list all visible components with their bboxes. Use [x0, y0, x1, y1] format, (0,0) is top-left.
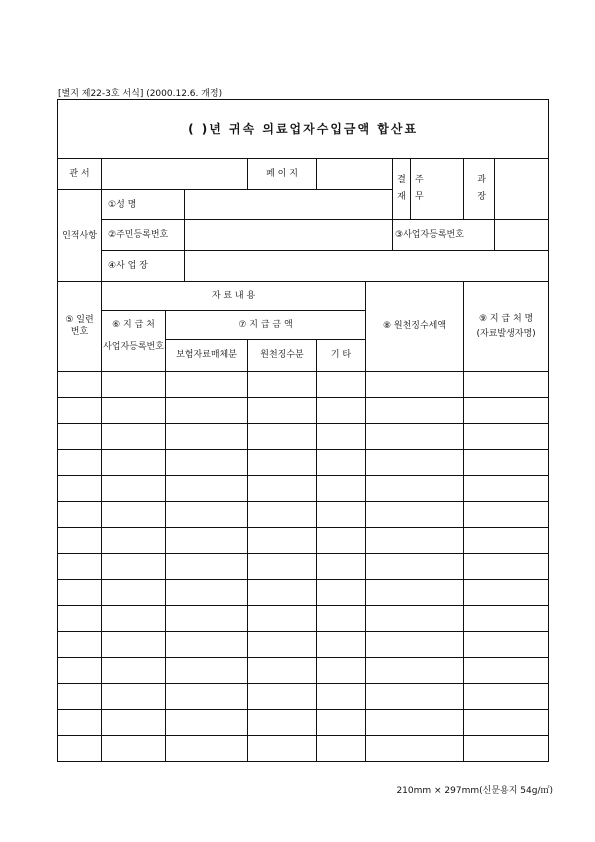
table-cell[interactable]: [366, 683, 464, 709]
table-cell[interactable]: [102, 735, 166, 761]
table-row: [58, 631, 549, 657]
table-cell[interactable]: [166, 449, 248, 475]
table-cell[interactable]: [248, 553, 317, 579]
table-cell[interactable]: [166, 527, 248, 553]
table-row: [58, 553, 549, 579]
table-cell[interactable]: [366, 527, 464, 553]
personal-section-label: 인적사항: [58, 190, 102, 282]
table-row: [58, 579, 549, 605]
resident-number-label: ②주민등록번호: [102, 220, 185, 251]
table-cell[interactable]: [464, 709, 549, 735]
table-cell[interactable]: [317, 657, 366, 683]
table-cell[interactable]: [58, 735, 102, 761]
table-cell[interactable]: [102, 527, 166, 553]
table-cell[interactable]: [366, 657, 464, 683]
table-cell[interactable]: [58, 501, 102, 527]
table-cell[interactable]: [58, 449, 102, 475]
form-title: ( )년 귀속 의료업자수입금액 합산표: [58, 100, 549, 159]
table-cell[interactable]: [102, 397, 166, 423]
table-cell[interactable]: [58, 527, 102, 553]
table-row: [58, 605, 549, 631]
table-cell[interactable]: [248, 735, 317, 761]
table-cell[interactable]: [166, 397, 248, 423]
table-cell[interactable]: [248, 371, 317, 397]
office-label: 관 서: [58, 159, 102, 190]
payment-amount-header: ⑦ 지 급 금 액: [166, 311, 366, 340]
table-cell[interactable]: [248, 423, 317, 449]
table-cell[interactable]: [58, 397, 102, 423]
table-cell[interactable]: [102, 423, 166, 449]
table-cell[interactable]: [464, 449, 549, 475]
table-cell[interactable]: [317, 475, 366, 501]
payer-registration-header: 사업자등록번호: [102, 340, 166, 372]
table-row: [58, 449, 549, 475]
table-cell[interactable]: [102, 709, 166, 735]
payer-name-sublabel: (자료발생자명): [476, 328, 536, 339]
table-cell[interactable]: [248, 657, 317, 683]
officer-label: 주 무: [411, 159, 464, 220]
table-cell[interactable]: [464, 553, 549, 579]
page-label: 페 이 지: [248, 159, 317, 190]
table-cell[interactable]: [102, 683, 166, 709]
table-cell[interactable]: [166, 423, 248, 449]
table-cell[interactable]: [248, 449, 317, 475]
payer-header: ⑥ 지 급 처: [102, 311, 166, 340]
table-cell[interactable]: [366, 709, 464, 735]
table-cell[interactable]: [464, 631, 549, 657]
table-cell[interactable]: [248, 475, 317, 501]
table-cell[interactable]: [58, 475, 102, 501]
summary-form-table: [57, 99, 549, 762]
table-cell[interactable]: [58, 657, 102, 683]
table-cell[interactable]: [102, 501, 166, 527]
other-header: 기 타: [317, 340, 366, 372]
form-reference: [별지 제22-3호 서식] (2000.12.6. 개정): [58, 89, 223, 99]
approval-label: 결 재: [393, 159, 411, 220]
table-cell[interactable]: [464, 501, 549, 527]
table-cell[interactable]: [366, 501, 464, 527]
name-field[interactable]: [185, 190, 393, 220]
table-cell[interactable]: [58, 423, 102, 449]
table-cell[interactable]: [58, 709, 102, 735]
payer-name-header: [464, 282, 549, 372]
table-cell[interactable]: [166, 475, 248, 501]
table-cell[interactable]: [166, 683, 248, 709]
table-cell[interactable]: [166, 501, 248, 527]
business-registration-field[interactable]: [495, 220, 549, 251]
table-cell[interactable]: [58, 605, 102, 631]
table-cell[interactable]: [464, 735, 549, 761]
table-cell[interactable]: [464, 605, 549, 631]
table-cell[interactable]: [317, 527, 366, 553]
table-cell[interactable]: [248, 579, 317, 605]
table-cell[interactable]: [102, 579, 166, 605]
table-row: [58, 423, 549, 449]
table-cell[interactable]: [248, 527, 317, 553]
table-cell[interactable]: [166, 657, 248, 683]
table-cell[interactable]: [366, 605, 464, 631]
serial-number-header: ⑤ 일련 번호: [58, 282, 102, 372]
table-row: [58, 527, 549, 553]
table-cell[interactable]: [102, 631, 166, 657]
data-content-header: 자 료 내 용: [102, 282, 366, 311]
table-cell[interactable]: [166, 579, 248, 605]
table-cell[interactable]: [102, 449, 166, 475]
table-cell[interactable]: [366, 397, 464, 423]
table-cell[interactable]: [317, 605, 366, 631]
business-place-label: ④사 업 장: [102, 251, 185, 282]
table-cell[interactable]: [464, 579, 549, 605]
table-cell[interactable]: [317, 423, 366, 449]
table-cell[interactable]: [248, 501, 317, 527]
table-row: [58, 501, 549, 527]
resident-number-field[interactable]: [185, 220, 393, 251]
table-cell[interactable]: [58, 553, 102, 579]
table-row: [58, 709, 549, 735]
table-cell[interactable]: [317, 735, 366, 761]
table-row: [58, 735, 549, 761]
table-row: [58, 397, 549, 423]
name-label: ①성 명: [102, 190, 185, 220]
chief-sign-field[interactable]: [495, 159, 549, 220]
table-cell[interactable]: [366, 553, 464, 579]
paper-size-note: 210mm × 297mm(신문용지 54g/㎡): [396, 786, 553, 796]
table-cell[interactable]: [464, 527, 549, 553]
table-cell[interactable]: [102, 605, 166, 631]
table-cell[interactable]: [58, 631, 102, 657]
table-cell[interactable]: [464, 683, 549, 709]
table-cell[interactable]: [366, 631, 464, 657]
table-cell[interactable]: [102, 475, 166, 501]
table-cell[interactable]: [166, 553, 248, 579]
table-cell[interactable]: [317, 449, 366, 475]
table-cell[interactable]: [248, 397, 317, 423]
table-cell[interactable]: [248, 605, 317, 631]
page-field[interactable]: [317, 159, 393, 190]
table-cell[interactable]: [317, 631, 366, 657]
table-cell[interactable]: [102, 657, 166, 683]
table-cell[interactable]: [366, 449, 464, 475]
table-cell[interactable]: [248, 631, 317, 657]
table-cell[interactable]: [464, 371, 549, 397]
table-cell[interactable]: [317, 709, 366, 735]
table-row: [58, 657, 549, 683]
table-cell[interactable]: [317, 579, 366, 605]
table-cell[interactable]: [58, 579, 102, 605]
table-cell[interactable]: [102, 553, 166, 579]
table-cell[interactable]: [166, 631, 248, 657]
withholding-tax-header: ⑧ 원천징수세액: [366, 282, 464, 372]
table-cell[interactable]: [366, 423, 464, 449]
table-cell[interactable]: [317, 683, 366, 709]
chief-label: 과 장: [464, 159, 495, 220]
table-cell[interactable]: [58, 371, 102, 397]
office-field[interactable]: [102, 159, 248, 190]
table-cell[interactable]: [366, 371, 464, 397]
table-cell[interactable]: [464, 475, 549, 501]
table-cell[interactable]: [166, 709, 248, 735]
withholding-portion-header: 원천징수분: [248, 340, 317, 372]
table-cell[interactable]: [166, 735, 248, 761]
table-row: [58, 475, 549, 501]
table-cell[interactable]: [317, 553, 366, 579]
table-cell[interactable]: [248, 683, 317, 709]
table-cell[interactable]: [58, 683, 102, 709]
table-cell[interactable]: [464, 397, 549, 423]
table-cell[interactable]: [366, 475, 464, 501]
table-cell[interactable]: [464, 423, 549, 449]
table-cell[interactable]: [317, 501, 366, 527]
table-cell[interactable]: [317, 371, 366, 397]
table-cell[interactable]: [166, 605, 248, 631]
business-registration-label: ③사업자등록번호: [393, 220, 495, 251]
insurance-media-header: 보험자료매체분: [166, 340, 248, 372]
table-row: [58, 371, 549, 397]
business-place-field[interactable]: [185, 251, 549, 282]
table-cell[interactable]: [366, 735, 464, 761]
payer-name-label: ⑨ 지 급 처 명: [478, 313, 534, 324]
table-cell[interactable]: [102, 371, 166, 397]
table-row: [58, 683, 549, 709]
table-cell[interactable]: [248, 709, 317, 735]
table-cell[interactable]: [166, 371, 248, 397]
table-cell[interactable]: [464, 657, 549, 683]
table-cell[interactable]: [366, 579, 464, 605]
table-cell[interactable]: [317, 397, 366, 423]
